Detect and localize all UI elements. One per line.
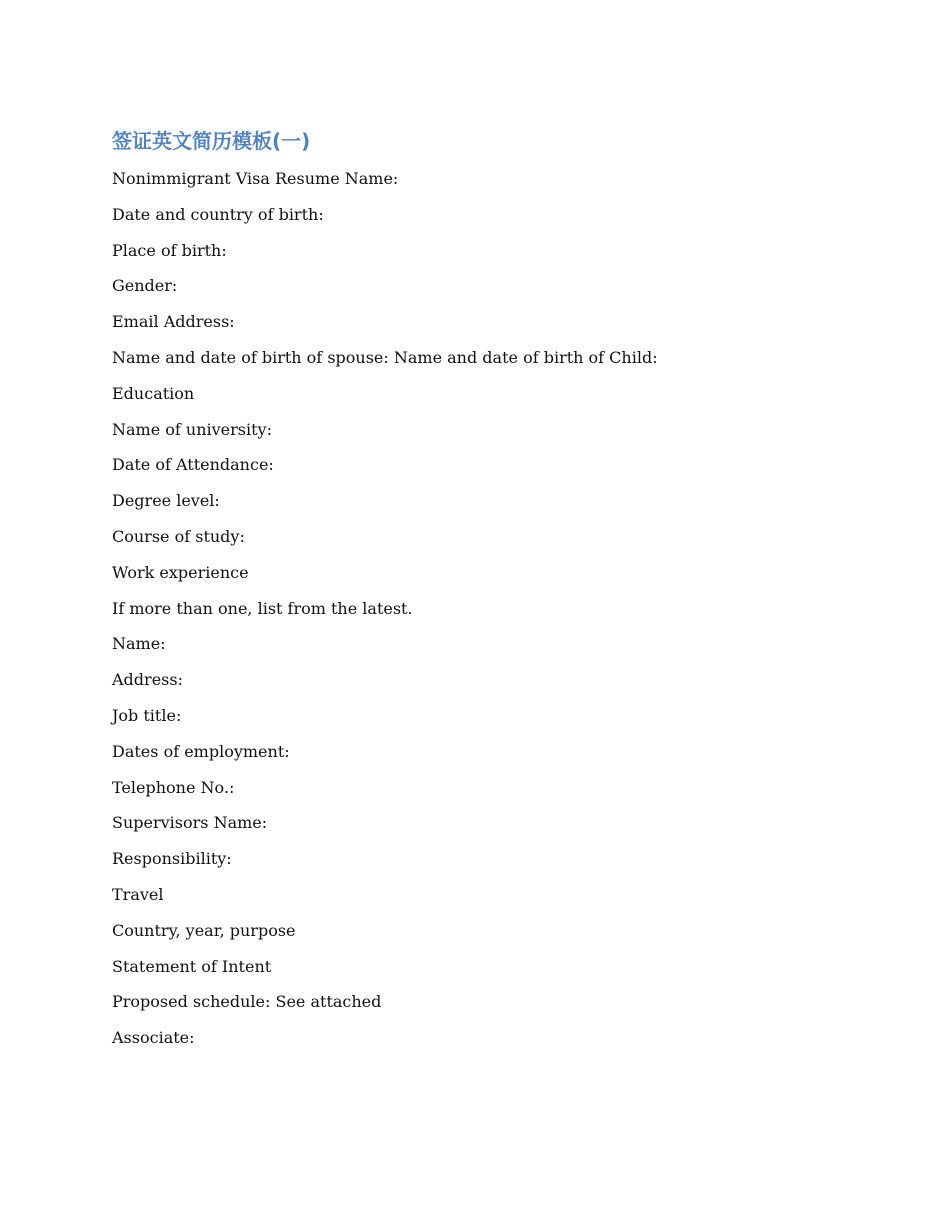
field-email-address: Email Address: [112,312,235,332]
field-employer-name: Name: [112,634,166,654]
field-spouse-child: Name and date of birth of spouse: Name and date of birth of Child: [112,347,658,367]
field-gender: Gender: [112,276,178,296]
field-supervisors-name: Supervisors Name: [112,813,268,833]
section-heading-statement-of-intent: Statement of Intent [112,956,272,976]
field-degree-level: Degree level: [112,491,220,511]
section-heading-work-experience: Work experience [112,562,249,582]
section-heading-travel: Travel [112,884,164,904]
field-address: Address: [112,670,183,690]
section-heading-education: Education [112,383,195,403]
field-proposed-schedule: Proposed schedule: See attached [112,992,382,1012]
document-title: 签证英文简历模板(一) [112,129,311,153]
field-dates-of-employment: Dates of employment: [112,741,290,761]
field-responsibility: Responsibility: [112,849,232,869]
field-associate: Associate: [112,1028,195,1048]
field-telephone: Telephone No.: [112,777,235,797]
field-job-title: Job title: [112,705,182,725]
field-visa-resume-name: Nonimmigrant Visa Resume Name: [112,169,399,188]
field-course-of-study: Course of study: [112,526,245,546]
field-date-country-of-birth: Date and country of birth: [112,204,324,224]
field-place-of-birth: Place of birth: [112,240,227,260]
field-date-of-attendance: Date of Attendance: [112,455,274,475]
field-name-of-university: Name of university: [112,419,272,439]
resume-field-list [112,166,872,1061]
travel-details: Country, year, purpose [112,920,296,940]
work-experience-instruction: If more than one, list from the latest. [112,598,413,618]
